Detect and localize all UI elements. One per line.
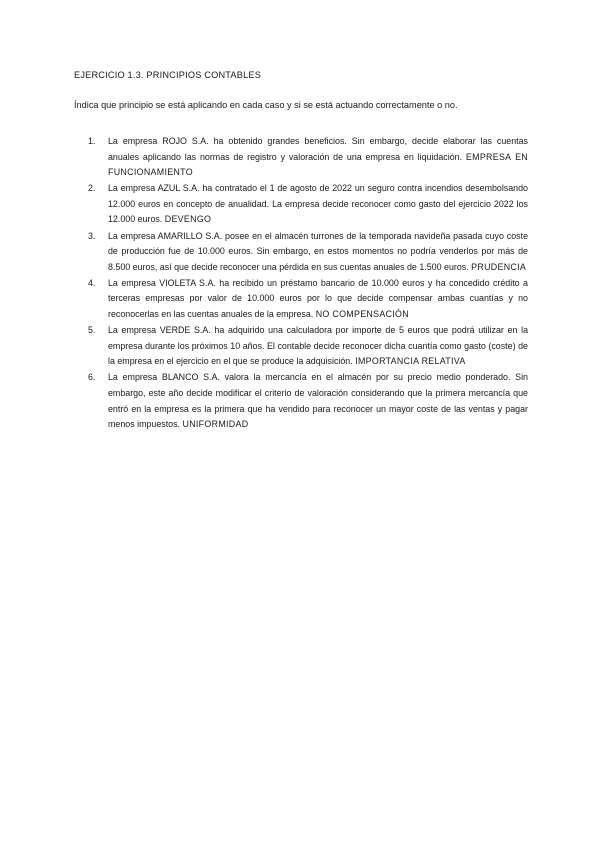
item-number: 3. bbox=[88, 230, 96, 241]
exercise-list bbox=[88, 134, 528, 433]
item-number: 4. bbox=[88, 277, 96, 288]
item-answer: PRUDENCIA bbox=[471, 261, 527, 272]
item-text: La empresa ROJO S.A. ha obtenido grandes beneficios. Sin embargo, decide elaborar las cuentas anuales aplicando las normas de registro y valoración de una empresa en liquidación. bbox=[108, 136, 528, 162]
item-text: La empresa VIOLETA S.A. ha recibido un préstamo bancario de 10.000 euros y ha concedido crédito a terceras empresas por valor de 10.000 euros por lo que decide compensar ambas cuantías y no reconocerlas en las cuentas anuales de la empresa. bbox=[108, 277, 528, 320]
list-item bbox=[88, 181, 528, 228]
item-text: La empresa VERDE S.A. ha adquirido una calculadora por importe de 5 euros que podrá utilizar en la empresa durante los próximos 10 años. El contable decide reconocer dicha cuantía como gasto (coste) de la empresa en el ejercicio en el que se produce la adquisición. bbox=[108, 325, 528, 367]
item-answer: IMPORTANCIA RELATIVA bbox=[355, 356, 466, 367]
list-item bbox=[88, 229, 528, 276]
item-answer: EMPRESA EN FUNCIONAMIENTO bbox=[108, 151, 528, 178]
item-answer: DEVENGO bbox=[164, 214, 212, 225]
item-number: 5. bbox=[88, 325, 96, 336]
item-answer: UNIFORMIDAD bbox=[182, 419, 249, 430]
list-item bbox=[88, 276, 528, 323]
document-instructions: Índica que principio se está aplicando en cada caso y si se está actuando correctamente o no. bbox=[74, 100, 458, 110]
list-item bbox=[88, 323, 528, 370]
item-answer: NO COMPENSACIÓN bbox=[315, 309, 409, 320]
item-text: La empresa AMARILLO S.A. posee en el almacén turrones de la temporada navideña pasada cuyo coste de producción fue de 10.000 euros. Sin embargo, en estos momentos no podría venderlos por más de 8.500 euros, así que decide reconocer una pérdida en sus cuentas anuales de 1.500 euros. bbox=[108, 230, 528, 272]
list-item bbox=[88, 370, 528, 432]
document-title: EJERCICIO 1.3. PRINCIPIOS CONTABLES bbox=[74, 70, 262, 80]
item-text: La empresa AZUL S.A. ha contratado el 1 de agosto de 2022 un seguro contra incendios desembolsando 12.000 euros en concepto de anualidad. La empresa decide reconocer como gasto del ejercicio 2022 los 12.000 euros. bbox=[108, 183, 528, 225]
item-number: 6. bbox=[88, 372, 96, 383]
item-text: La empresa BLANCO S.A. valora la mercancía en el almacén por su precio medio ponderado. Sin embargo, este año decide modificar el criterio de valoración considerando que la primera mercancía que entró en la empresa es la primera que ha vendido para reconocer un mayor coste de las ventas y pagar menos impuestos. bbox=[108, 372, 528, 430]
item-number: 2. bbox=[88, 183, 96, 194]
list-item bbox=[88, 134, 528, 181]
item-number: 1. bbox=[88, 136, 96, 146]
